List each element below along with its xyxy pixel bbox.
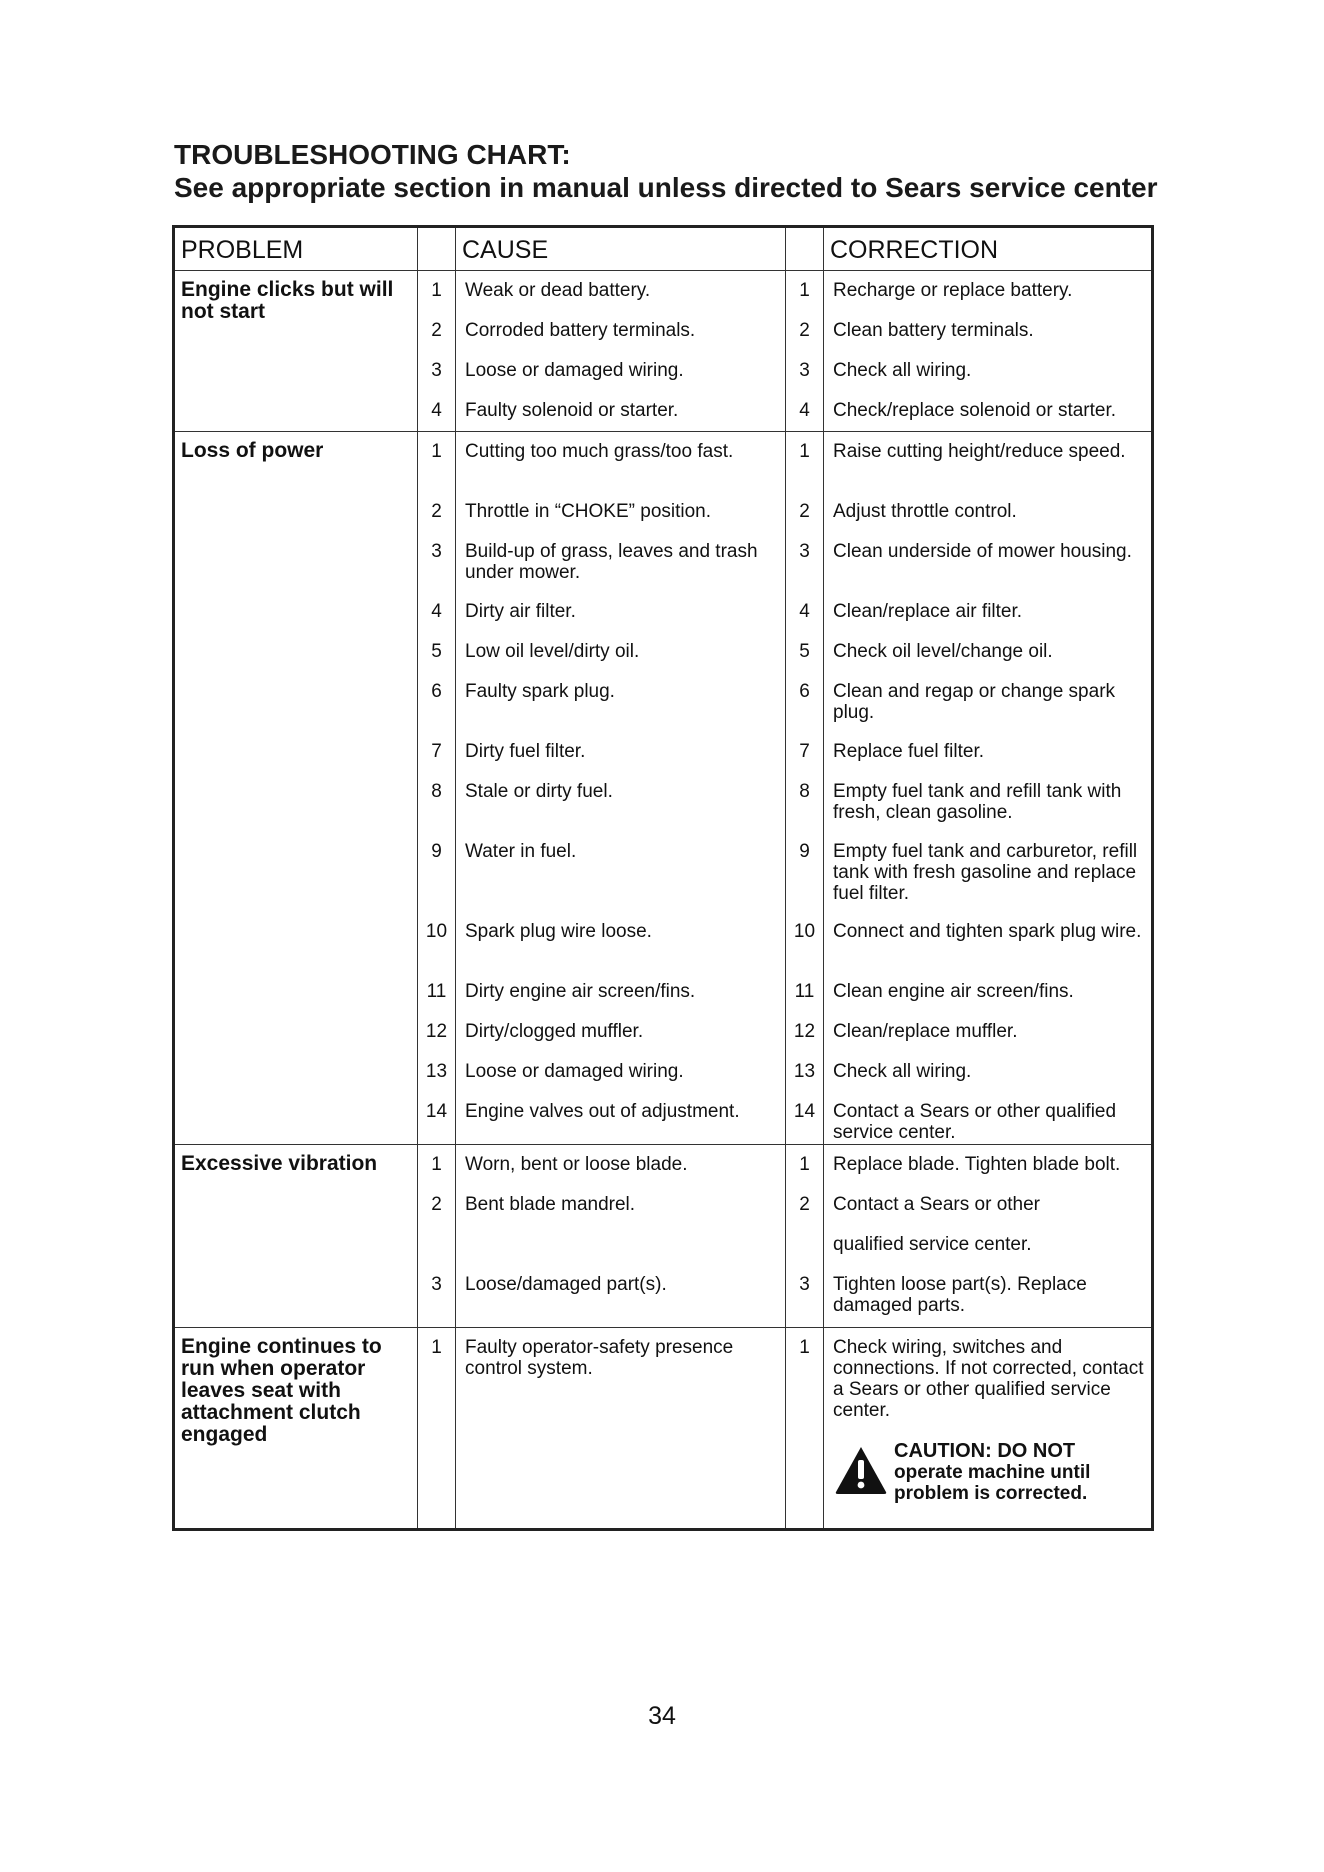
table-header-row (174, 227, 1153, 271)
warning-triangle-icon (834, 1445, 888, 1495)
correction-text: Tighten loose part(s). Replace damaged parts. (833, 1274, 1087, 1316)
correction-number: 5 (799, 641, 810, 662)
cause-number: 12 (425, 1021, 448, 1042)
correction-number: 12 (793, 1021, 816, 1042)
column-header-cause: CAUSE (456, 227, 786, 271)
correction-number: 9 (799, 841, 810, 862)
correction-text-column (824, 1328, 1153, 1530)
correction-text: qualified service center. (833, 1234, 1032, 1255)
correction-text: Adjust throttle control. (833, 501, 1017, 522)
cause-text: Faulty solenoid or starter. (465, 400, 679, 421)
correction-number: 3 (799, 541, 810, 562)
correction-text-column (824, 1145, 1153, 1328)
cause-text: Dirty engine air screen/fins. (465, 981, 696, 1002)
correction-text: Check all wiring. (833, 360, 972, 381)
correction-number: 1 (799, 280, 810, 301)
caution-heading: CAUTION: DO NOT (894, 1440, 1076, 1462)
problem-cell: Engine clicks but will not start (174, 271, 418, 432)
cause-number: 2 (431, 320, 442, 341)
problem-cell: Engine continues to run when operator leaves seat with attachment clutch engaged (174, 1328, 418, 1530)
correction-text: Empty fuel tank and carburetor, refill tank with fresh gasoline and replace fuel filter. (833, 841, 1138, 904)
column-header-problem: PROBLEM (174, 227, 418, 271)
page-number: 34 (648, 1702, 676, 1730)
correction-number-column (786, 1145, 824, 1328)
correction-text: Contact a Sears or other qualified service center. (833, 1101, 1117, 1143)
correction-text: Empty fuel tank and refill tank with fresh, clean gasoline. (833, 781, 1122, 823)
cause-number: 6 (431, 681, 442, 702)
caution-notice (824, 1441, 1151, 1504)
cause-number (418, 1225, 455, 1265)
correction-text: Clean/replace muffler. (833, 1021, 1018, 1042)
cause-number: 8 (431, 781, 442, 802)
correction-number: 7 (799, 741, 810, 762)
correction-number: 2 (799, 1194, 810, 1215)
cause-number-column (418, 1145, 456, 1328)
cause-number-column (418, 432, 456, 1145)
cause-text: Faulty operator-safety presence control system. (465, 1337, 734, 1379)
cause-text: Corroded battery terminals. (465, 320, 696, 341)
cause-text: Faulty spark plug. (465, 681, 615, 702)
cause-text: Loose or damaged wiring. (465, 1061, 684, 1082)
problem-cell: Loss of power (174, 432, 418, 1145)
correction-text: Raise cutting height/reduce speed. (833, 441, 1126, 462)
correction-text-column (824, 432, 1153, 1145)
correction-number: 4 (799, 601, 810, 622)
cause-number: 3 (431, 1274, 442, 1295)
column-header-spacer (418, 227, 456, 271)
cause-number: 1 (431, 1154, 442, 1175)
correction-text: Clean engine air screen/fins. (833, 981, 1074, 1002)
correction-text: Recharge or replace battery. (833, 280, 1073, 301)
troubleshooting-table (172, 225, 1154, 1531)
caution-text (888, 1441, 1151, 1504)
correction-number: 8 (799, 781, 810, 802)
problem-cell: Excessive vibration (174, 1145, 418, 1328)
correction-number: 4 (799, 400, 810, 421)
correction-number: 10 (793, 921, 816, 942)
cause-number-column (418, 271, 456, 432)
caution-body: operate machine until problem is corrected. (894, 1462, 1091, 1504)
problem-group (174, 271, 1153, 432)
cause-number: 3 (431, 360, 442, 381)
column-header-correction: CORRECTION (824, 227, 1153, 271)
correction-number (786, 1225, 823, 1265)
correction-text: Replace blade. Tighten blade bolt. (833, 1154, 1121, 1175)
cause-text-column (456, 432, 786, 1145)
cause-number: 10 (425, 921, 448, 942)
cause-text-column (456, 1145, 786, 1328)
correction-text: Check all wiring. (833, 1061, 972, 1082)
cause-number: 13 (425, 1061, 448, 1082)
correction-text: Check oil level/change oil. (833, 641, 1053, 662)
correction-number: 1 (799, 1337, 810, 1358)
correction-text: Clean underside of mower housing. (833, 541, 1132, 562)
correction-text-column (824, 271, 1153, 432)
correction-number: 1 (799, 1154, 810, 1175)
cause-number-column (418, 1328, 456, 1530)
correction-text: Contact a Sears or other (833, 1194, 1040, 1215)
cause-text: Worn, bent or loose blade. (465, 1154, 688, 1175)
cause-text: Loose or damaged wiring. (465, 360, 684, 381)
correction-number: 14 (793, 1101, 816, 1122)
correction-text: Connect and tighten spark plug wire. (833, 921, 1142, 942)
cause-text: Spark plug wire loose. (465, 921, 652, 942)
cause-number: 3 (431, 541, 442, 562)
cause-text: Throttle in “CHOKE” position. (465, 501, 712, 522)
cause-text: Stale or dirty fuel. (465, 781, 613, 802)
correction-number-column (786, 1328, 824, 1530)
correction-number: 1 (799, 441, 810, 462)
correction-number: 3 (799, 1274, 810, 1295)
cause-text-column (456, 271, 786, 432)
cause-number: 1 (431, 280, 442, 301)
correction-number-column (786, 271, 824, 432)
problem-group (174, 1145, 1153, 1328)
cause-number: 4 (431, 400, 442, 421)
problem-group (174, 1328, 1153, 1530)
cause-text: Low oil level/dirty oil. (465, 641, 640, 662)
cause-number: 11 (426, 981, 447, 1002)
chart-heading (174, 138, 1174, 204)
problem-group (174, 432, 1153, 1145)
cause-number: 7 (431, 741, 442, 762)
cause-number: 9 (431, 841, 442, 862)
cause-text (456, 1225, 785, 1265)
correction-text: Clean/replace air filter. (833, 601, 1023, 622)
correction-text: Clean and regap or change spark plug. (833, 681, 1116, 723)
cause-text: Dirty/clogged muffler. (465, 1021, 644, 1042)
cause-number: 1 (431, 441, 442, 462)
correction-number: 11 (794, 981, 815, 1002)
cause-text: Cutting too much grass/too fast. (465, 441, 734, 462)
cause-number: 1 (431, 1337, 442, 1358)
correction-number: 13 (793, 1061, 816, 1082)
cause-text: Loose/damaged part(s). (465, 1274, 667, 1295)
correction-number: 6 (799, 681, 810, 702)
cause-text: Dirty fuel filter. (465, 741, 586, 762)
correction-text: Check wiring, switches and connections. If not corrected, contact a Sears or other qualified service center. (833, 1337, 1144, 1421)
table-body (174, 271, 1153, 1530)
cause-number: 2 (431, 1194, 442, 1215)
cause-text: Water in fuel. (465, 841, 577, 862)
cause-number: 4 (431, 601, 442, 622)
cause-text: Dirty air filter. (465, 601, 576, 622)
correction-number: 2 (799, 501, 810, 522)
cause-text: Weak or dead battery. (465, 280, 651, 301)
correction-number: 3 (799, 360, 810, 381)
correction-number-column (786, 432, 824, 1145)
cause-text-column (456, 1328, 786, 1530)
correction-number: 2 (799, 320, 810, 341)
cause-text: Bent blade mandrel. (465, 1194, 636, 1215)
correction-text: Replace fuel filter. (833, 741, 985, 762)
cause-text: Build-up of grass, leaves and trash under mower. (465, 541, 758, 583)
column-header-spacer (786, 227, 824, 271)
page-title: TROUBLESHOOTING CHART: (174, 139, 571, 170)
cause-text: Engine valves out of adjustment. (465, 1101, 740, 1122)
page-subtitle: See appropriate section in manual unless directed to Sears service center (174, 172, 1158, 203)
cause-number: 14 (425, 1101, 448, 1122)
cause-number: 5 (431, 641, 442, 662)
correction-text: Check/replace solenoid or starter. (833, 400, 1117, 421)
cause-number: 2 (431, 501, 442, 522)
correction-text: Clean battery terminals. (833, 320, 1034, 341)
